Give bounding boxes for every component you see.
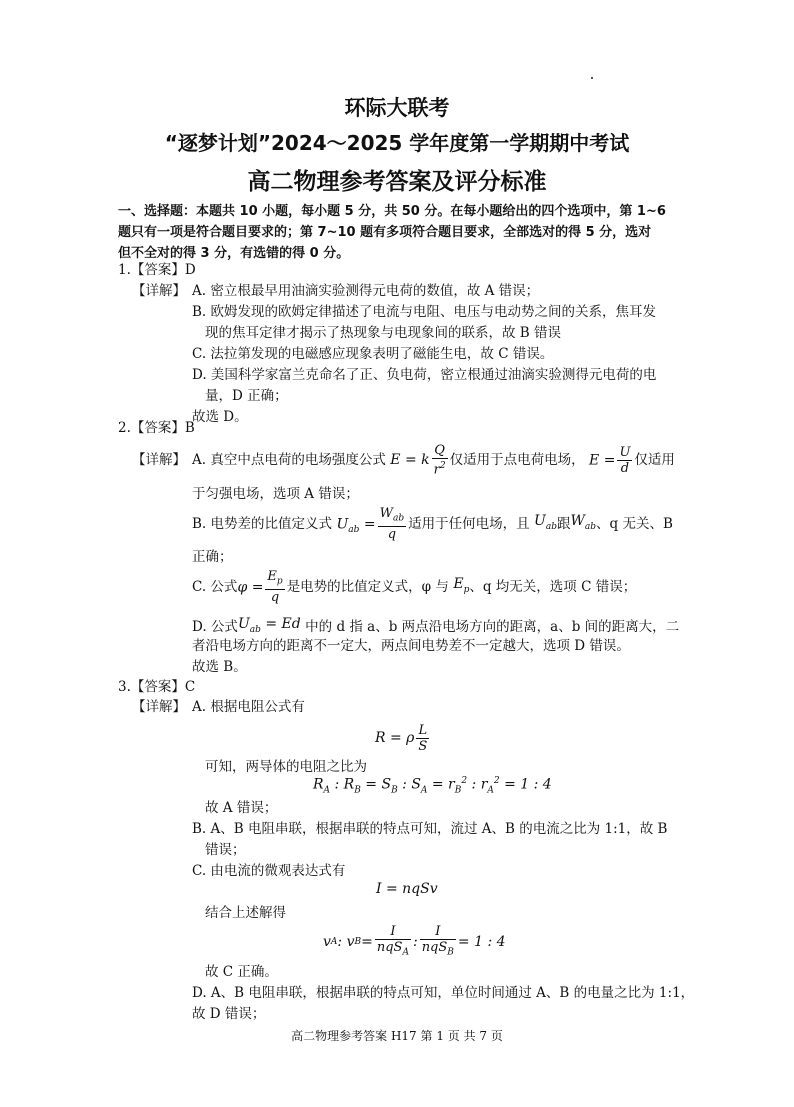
q1-option-b-line2: 现的焦耳定律才揭示了热现象与电现象间的联系，故 B 错误 [205,325,562,341]
q2-c-suffix: 、q 均无关，选项 C 错误； [469,579,637,595]
q2-b-middle2: 跟 [557,516,571,532]
page-footer: 高二物理参考答案 H17 第 1 页 共 7 页 [291,1029,503,1043]
formula-potential-difference: $U_{ab}$ = $\frac{W_{ab}}{q}$ [332,505,405,543]
q2-a-middle: 仅适用于点电荷电场， [449,452,585,468]
q3-option-d-line2: 故 D 错误； [192,1006,266,1022]
exam-name-title: “逐梦计划”2024～2025 学年度第一学期期中考试 [164,131,630,155]
formula-resistance-ratio: $R_A$ : $R_B = S_B$ : $S_A = r_B^2$ : $r_A^2 = 1$ : 4 [313,776,552,796]
q2-option-c-line1 [192,565,636,609]
q1-answer: 1.【答案】D [118,262,196,278]
q2-option-d-line2: 者沿电场方向的距离不一定大，两点间电势差不一定越大，选项 D 错误。 [192,638,630,654]
q1-conclusion: 故选 D。 [192,409,248,425]
formula-velocity-ratio: v A : v B = $\frac{I}{nqS_A}$ : $\frac{I}{nqS_B}$ = 1 : 4 [323,923,506,958]
section-intro-line1: 一、选择题：本题共 10 小题，每小题 5 分，共 50 分。在每小题给出的四个选项中，第 1~6 [118,204,666,219]
q3-option-c: C. 由电流的微观表达式有 [192,863,346,879]
q2-b-suffix: 、q 无关、B [596,516,673,532]
symbol-ep: $E_p$ [448,576,470,595]
q2-c-middle: 是电势的比值定义式，φ 与 [286,579,449,595]
q3-answer: 3.【答案】C [118,679,196,695]
q2-c-prefix: C. 公式 [192,579,238,595]
q3-combine-text: 结合上述解得 [205,905,286,921]
section-intro-line2: 题只有一项是符合题目要求的；第 7~10 题有多项符合题目要求，全部选对的得 5 分，选对 [118,225,652,240]
q2-answer: 2.【答案】B [118,420,195,436]
q3-option-b-line1: B. A、B 电阻串联，根据串联的特点可知，流过 A、B 的电流之比为 1:1，故 B [192,821,668,837]
formula-resistance: R = ρ $\frac{L}{S}$ [375,722,428,754]
q2-detail-label: 【详解】 [132,452,186,468]
q3-detail-label: 【详解】 [132,699,186,715]
exam-series-title: 环际大联考 [344,96,450,120]
symbol-uab: $U_{ab}$ [529,513,557,532]
q3-option-d-line1: D. A、B 电阻串联，根据串联的特点可知，单位时间通过 A、B 的电量之比为 1:1， [192,985,695,1001]
q2-option-a-line1 [192,438,675,482]
q2-b-middle: 适用于任何电场，且 [408,516,530,532]
q1-detail-label: 【详解】 [132,283,186,299]
q2-conclusion: 故选 B。 [192,659,247,675]
q3-c-result: 故 C 正确。 [205,964,278,980]
q3-option-b-line2: 错误； [205,842,246,858]
formula-current-micro: I = nqSv [376,881,438,897]
q3-conclude-ratio-text: 可知，两导体的电阻之比为 [205,759,367,775]
q1-option-a: A. 密立根最早用油滴实验测得元电荷的数值，故 A 错误； [192,283,540,299]
q1-option-d-line1: D. 美国科学家富兰克命名了正、负电荷，密立根通过油滴实验测得元电荷的电 [192,367,657,383]
q2-b-prefix: B. 电势差的比值定义式 [192,516,333,532]
q1-option-c: C. 法拉第发现的电磁感应现象表明了磁能生电，故 C 错误。 [192,346,554,362]
formula-point-charge-field: E = k $\frac{Q}{r^2}$ [385,442,446,478]
q2-option-b-line2: 正确； [192,549,233,565]
q3-a-result: 故 A 错误； [205,800,278,816]
symbol-wab: $W_{ab}$ [570,513,597,532]
q1-option-d-line2: 量，D 正确； [205,388,288,404]
section-intro-line3: 但不全对的得 3 分，有选错的得 0 分。 [118,246,350,261]
scan-speck [591,77,593,79]
page-title: 高二物理参考答案及评分标准 [247,169,547,195]
q2-a-prefix: A. 真空中点电荷的电场强度公式 [192,452,386,468]
q2-option-b-line1 [192,502,673,546]
q2-d-suffix: 中的 d 指 a、b 两点沿电场方向的距离，a、b 间的距离大，二 [305,618,680,635]
formula-potential: φ = $\frac{E_p}{q}$ [237,568,283,606]
q2-option-a-line2: 于匀强电场，选项 A 错误； [192,486,359,502]
q2-d-prefix: D. 公式 [192,618,238,635]
q1-option-b-line1: B. 欧姆发现的欧姆定律描述了电流与电阻、电压与电动势之间的关系，焦耳发 [192,304,657,320]
formula-uniform-field: E = $\frac{U}{d}$ [584,444,631,476]
q2-a-suffix: 仅适用 [634,452,675,468]
q3-option-a: A. 根据电阻公式有 [192,699,305,715]
formula-uniform-field-potential: $U_{ab} = Ed$ [237,616,306,635]
